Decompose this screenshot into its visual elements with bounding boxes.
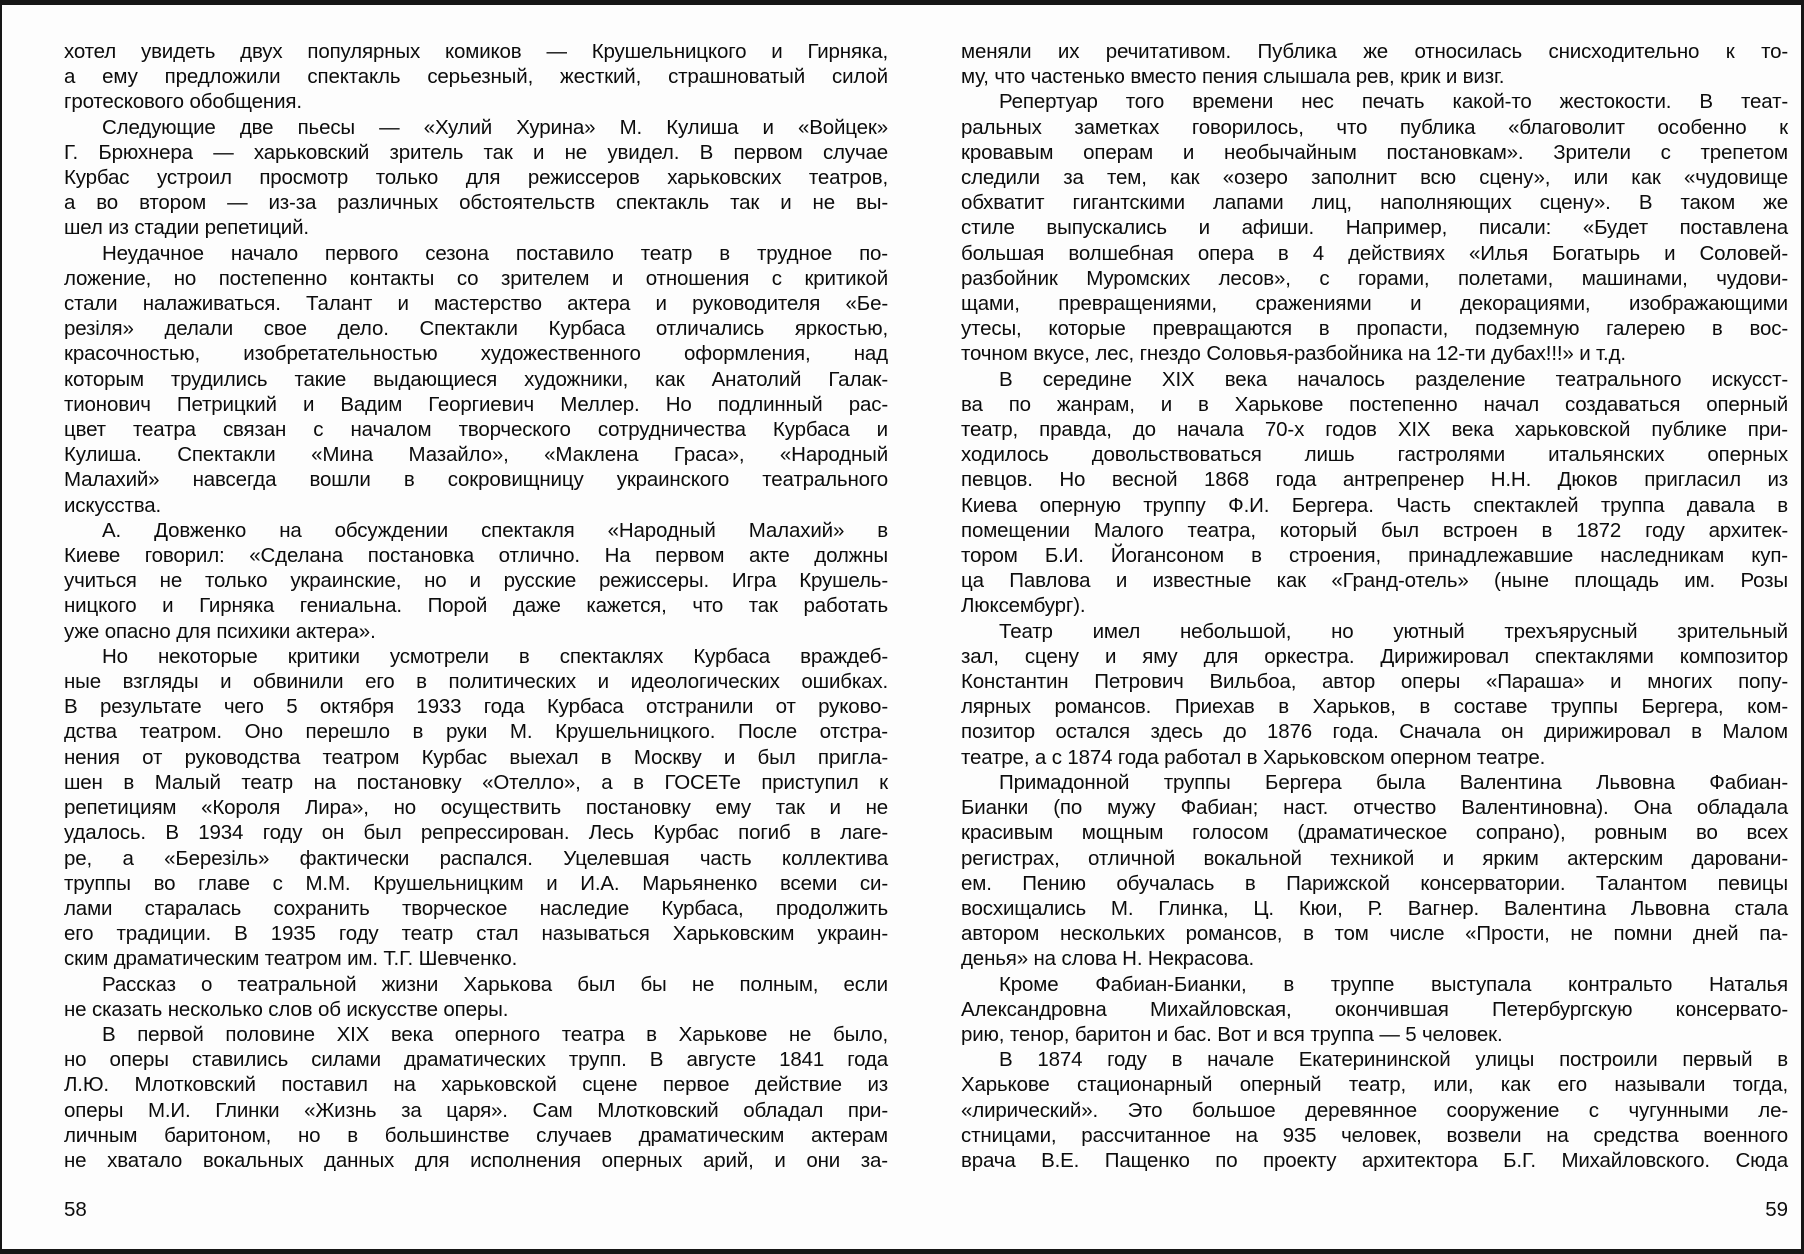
text-line: большая волшебная опера в 4 действиях «Илья Богатырь и Соловей- <box>961 241 1788 265</box>
page-number-left: 58 <box>64 1198 87 1221</box>
text-line: Люксембург). <box>961 594 1086 618</box>
text-line: хотел увидеть двух популярных комиков — Крушельницкого и Гирняка, <box>64 40 888 63</box>
text-line: Неудачное начало первого сезона поставило театр в трудное по- <box>102 241 888 265</box>
text-line: кровавым операм и необычайным постановкам». Зрители с трепетом <box>961 140 1788 164</box>
text-line: тионович Петрицкий и Вадим Георгиевич Меллер. Но подлинный рас- <box>64 392 888 416</box>
text-line: ральных заметках говорилось, что публика «благоволит особенно к <box>961 115 1788 139</box>
text-line: точном вкусе, лес, гнездо Соловья-разбойника на 12-ти дубах!!!» и т.д. <box>961 342 1626 366</box>
text-line: разбойник Муромских лесов», с горами, полетами, машинами, чудови- <box>961 266 1788 290</box>
text-line: а во втором — из-за различных обстоятельств спектакль так и не вы- <box>64 191 888 215</box>
paragraph <box>64 39 888 115</box>
text-line: тором Б.И. Йогансоном в строения, принадлежавшие наследникам куп- <box>961 544 1788 568</box>
paragraph <box>64 1022 888 1173</box>
text-line: удалось. В 1934 году он был репрессирован. Лесь Курбас погиб в лаге- <box>64 821 888 845</box>
text-line: ницкого и Гирняка гениальна. Порой даже кажется, что так работать <box>64 594 888 618</box>
text-line: певцов. Но весной 1868 года антрепренер Н.Н. Дюков пригласил из <box>961 468 1788 492</box>
paragraph <box>64 115 888 241</box>
text-line: лярных романсов. Приехав в Харьков, в составе труппы Бергера, ком- <box>961 695 1788 719</box>
paragraph <box>961 89 1788 366</box>
paragraph <box>961 770 1788 972</box>
text-line: Курбас устроил просмотр только для режиссеров харьковских театров, <box>64 166 888 190</box>
text-line: В результате чего 5 октября 1933 года Курбаса отстранили от руково- <box>64 695 888 719</box>
text-line: а ему предложили спектакль серьезный, жесткий, страшноватый силой <box>64 65 888 89</box>
text-line: автором нескольких романсов, в том числе «Прости, не помни дней па- <box>961 922 1788 946</box>
paragraph <box>961 1047 1788 1173</box>
text-line: позитор остался здесь до 1876 года. Сначала он дирижировал в Малом <box>961 720 1788 744</box>
text-line: В 1874 году в начале Екатерининской улицы построили первый в <box>999 1048 1788 1072</box>
text-line: Кроме Фабиан-Бианки, в труппе выступала контральто Наталья <box>999 972 1788 996</box>
text-line: стницами, рассчитанное на 935 человек, возвели на средства военного <box>961 1123 1788 1147</box>
text-line: ре, а «Березіль» фактически распался. Уцелевшая часть коллектива <box>64 846 888 870</box>
text-line: Киеве говорил: «Сделана постановка отлично. На первом акте должны <box>64 544 888 568</box>
text-line: репетициям «Короля Лира», но осуществить постановку ему так и не <box>64 796 888 820</box>
text-line: Харькове стационарный оперный театр, или, как его называли тогда, <box>961 1073 1788 1097</box>
text-line: не хватало вокальных данных для исполнения оперных арий, и они за- <box>64 1148 888 1172</box>
text-line: следили за тем, как «озеро заполнит всю сцену», или как «чудовище <box>961 166 1788 190</box>
text-line: театре, а с 1874 года работал в Харьковском оперном театре. <box>961 745 1546 769</box>
page-left-text <box>64 39 888 1173</box>
text-line: Репертуар того времени нес печать какой-то жестокости. В теат- <box>999 90 1788 114</box>
text-line: Г. Брюхнера — харьковский зритель так и не увидел. В первом случае <box>64 140 888 164</box>
paragraph <box>64 644 888 972</box>
text-line: гротескового обобщения. <box>64 90 302 114</box>
text-line: Киева оперную труппу Ф.И. Бергера. Часть спектаклей труппа давала в <box>961 493 1788 517</box>
paragraph <box>64 241 888 518</box>
text-line: Но некоторые критики усмотрели в спектаклях Курбаса враждеб- <box>102 644 888 668</box>
paragraph <box>64 518 888 644</box>
text-line: резіля» делали свое дело. Спектакли Курбаса отличались яркостью, <box>64 317 888 341</box>
text-line: му, что частенько вместо пения слышала рев, крик и визг. <box>961 65 1505 89</box>
text-line: В первой половине XIX века оперного театра в Харькове не было, <box>102 1022 888 1046</box>
paragraph <box>961 619 1788 770</box>
text-line: Бианки (по мужу Фабиан; наст. отчество Валентиновна). Она обладала <box>961 796 1788 820</box>
text-line: стиле выпускались и афиши. Например, писали: «Будет поставлена <box>961 216 1788 240</box>
text-line: но оперы ставились силами драматических трупп. В августе 1841 года <box>64 1048 888 1072</box>
text-line: денья» на слова Н. Некрасова. <box>961 947 1255 971</box>
text-line: театр, правда, до начала 70-х годов XIX века харьковской публике при- <box>961 418 1788 442</box>
paragraph <box>961 367 1788 619</box>
text-line: меняли их речитативом. Публика же относилась снисходительно к то- <box>961 40 1788 63</box>
paragraph <box>64 972 888 1022</box>
text-line: Александровна Михайловская, окончившая Петербургскую консервато- <box>961 997 1788 1021</box>
text-line: Следующие две пьесы — «Хулий Хурина» М. Кулиша и «Войцек» <box>102 115 888 139</box>
text-line: дства театром. Оно перешло в руки М. Крушельницкого. После отстра- <box>64 720 888 744</box>
text-line: зал, сцену и яму для оркестра. Дирижировал спектаклями композитор <box>961 644 1788 668</box>
text-line: В середине XIX века началось разделение театрального искусст- <box>999 367 1788 391</box>
text-line: утесы, которые превращаются в пропасти, подземную галерею в вос- <box>961 317 1788 341</box>
text-line: А. Довженко на обсуждении спектакля «Народный Малахий» в <box>102 518 888 542</box>
text-line: красочностью, изобретательностью художественного оформления, над <box>64 342 888 366</box>
text-line: Л.Ю. Млотковский поставил на харьковской сцене первое действие из <box>64 1073 888 1097</box>
text-line: врача В.Е. Пащенко по проекту архитектора Б.Г. Михайловского. Сюда <box>961 1148 1788 1172</box>
text-line: ва по жанрам, и в Харькове постепенно начал создаваться оперный <box>961 392 1788 416</box>
text-line: искусства. <box>64 493 162 517</box>
paragraph <box>961 972 1788 1048</box>
text-line: помещении Малого театра, который был встроен в 1872 году архитек- <box>961 518 1788 542</box>
text-line: рию, тенор, баритон и бас. Вот и вся труппа — 5 человек. <box>961 1022 1503 1046</box>
text-line: шел из стадии репетиций. <box>64 216 309 240</box>
text-line: Рассказ о театральной жизни Харькова был бы не полным, если <box>102 972 888 996</box>
text-line: красивым мощным голосом (драматическое сопрано), ровным во всех <box>961 821 1788 845</box>
text-line: Кулиша. Спектакли «Мина Мазайло», «Маклена Граса», «Народный <box>64 443 888 467</box>
text-line: не сказать несколько слов об искусстве оперы. <box>64 997 509 1021</box>
page-number-right: 59 <box>1765 1198 1788 1221</box>
text-line: обхватит гигантскими лапами лиц, наполняющих сцену». В таком же <box>961 191 1788 215</box>
text-line: Константин Петрович Вильбоа, автор оперы «Параша» и многих попу- <box>961 670 1788 694</box>
text-line: его традиции. В 1935 году театр стал называться Харьковским украин- <box>64 922 888 946</box>
paragraph <box>961 39 1788 89</box>
text-line: ные взгляды и обвинили его в политических и идеологических ошибках. <box>64 670 888 694</box>
text-line: ца Павлова и известные как «Гранд-отель» (ныне площадь им. Розы <box>961 569 1788 593</box>
text-line: которым трудились такие выдающиеся художники, как Анатолий Галак- <box>64 367 888 391</box>
text-line: регистрах, отличной вокальной техникой и ярким актерским даровани- <box>961 846 1788 870</box>
text-line: шен в Малый театр на постановку «Отелло», а в ГОСЕТе приступил к <box>64 770 888 794</box>
text-line: ходилось довольствоваться лишь гастролями итальянских оперных <box>961 443 1788 467</box>
text-line: труппы во главе с М.М. Крушельницким и И.А. Марьяненко всеми си- <box>64 871 888 895</box>
text-line: Театр имел небольшой, но уютный трехъярусный зрительный <box>999 619 1788 643</box>
text-line: щами, превращениями, сражениями и декорациями, изображающими <box>961 292 1788 316</box>
text-line: стали налаживаться. Талант и мастерство актера и руководителя «Бе- <box>64 292 888 316</box>
text-line: восхищались М. Глинка, Ц. Кюи, Р. Вагнер. Валентина Львовна стала <box>961 896 1788 920</box>
page-right-text <box>961 39 1788 1173</box>
text-line: личным баритоном, но в большинстве случаев драматическим актерам <box>64 1123 888 1147</box>
text-line: оперы М.И. Глинки «Жизнь за царя». Сам Млотковский обладал при- <box>64 1098 888 1122</box>
text-line: учиться не только украинские, но и русские режиссеры. Игра Крушель- <box>64 569 888 593</box>
text-line: уже опасно для психики актера». <box>64 619 376 643</box>
text-line: нения от руководства театром Курбас выехал в Москву и был пригла- <box>64 745 888 769</box>
text-line: ем. Пению обучалась в Парижской консерватории. Талантом певицы <box>961 871 1788 895</box>
text-line: «лирический». Это большое деревянное сооружение с чугунными ле- <box>961 1098 1788 1122</box>
text-line: цвет театра связан с началом творческого сотрудничества Курбаса и <box>64 418 888 442</box>
text-line: Примадонной труппы Бергера была Валентина Львовна Фабиан- <box>999 770 1788 794</box>
text-line: лами старалась сохранить творческое наследие Курбаса, продолжить <box>64 896 888 920</box>
text-line: ским драматическим театром им. Т.Г. Шевченко. <box>64 947 518 971</box>
text-line: ложение, но постепенно контакты со зрителем и отношения с критикой <box>64 266 888 290</box>
text-line: Малахий» навсегда вошли в сокровищницу украинского театрального <box>64 468 888 492</box>
